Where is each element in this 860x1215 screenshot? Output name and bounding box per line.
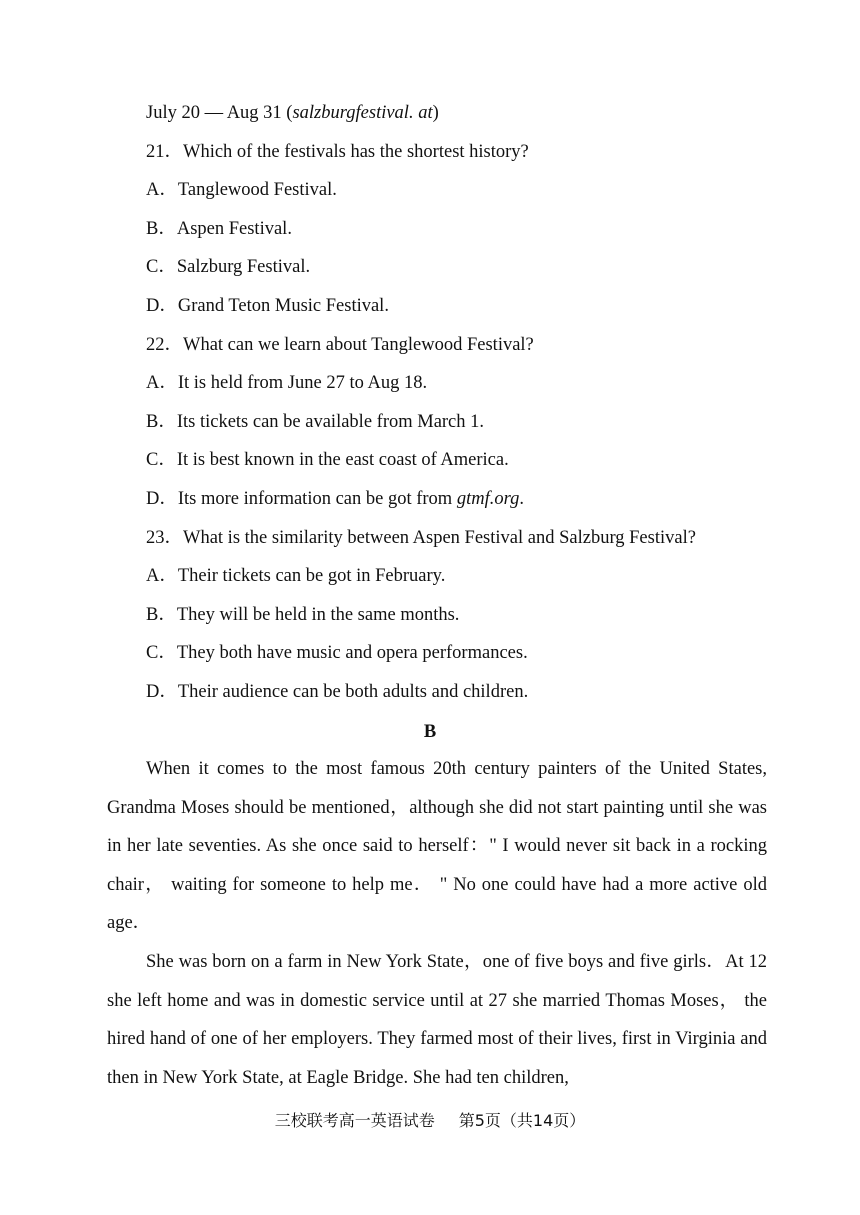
option-d-website: gtmf.org [456,489,520,509]
page-number: 第5页（共14页） [458,1111,586,1130]
question-21-option-b: B．Aspen Festival. [146,219,292,239]
question-21-option-d: D．Grand Teton Music Festival. [146,296,389,316]
question-22-option-a: A．It is held from June 27 to Aug 18. [146,373,428,393]
passage-paragraph-2: She was born on a farm in New York State，one of five boys and five girls．At 12 she left home and was in domestic service until at 27 she married Thomas Moses， the hired hand of one of her employers. They farmed most of their lives, first in Virginia and then in New York State, at Eagle Bridge. She had ten children, [107,952,767,1088]
question-21-option-a: A．Tanglewood Festival. [146,180,337,200]
question-23-option-b: B．They will be held in the same months. [146,605,460,625]
question-23-option-a: A．Their tickets can be got in February. [146,566,446,586]
option-d-text: D．Its more information can be got from [146,489,457,509]
exam-title: 三校联考高一英语试卷 [274,1111,435,1130]
passage-paragraph-1: When it comes to the most famous 20th century painters of the United States, Grandma Moses should be mentioned，although she did not start painting until she was in her late seventies. As she once said to herself：" I would never sit back in a rocking chair， waiting for someone to help me． " No one could have had a more active old age． [107,759,767,934]
question-21-option-c: C．Salzburg Festival. [146,257,311,277]
question-23-option-d: D．Their audience can be both adults and children. [146,682,529,702]
closing-paren: ) [432,103,439,123]
section-b-heading: B [423,722,437,742]
question-22-option-c: C．It is best known in the east coast of America. [146,450,509,470]
question-22-option-b: B．Its tickets can be available from March 1. [146,412,485,432]
date-text: July 20 — Aug 31 ( [146,103,293,123]
question-22-option-d [146,487,524,511]
festival-date-line [146,101,439,125]
question-21-stem: 21．Which of the festivals has the shortest history? [146,142,529,162]
question-23-stem: 23．What is the similarity between Aspen Festival and Salzburg Festival? [146,528,696,548]
website-text: salzburgfestival. at [292,103,433,123]
question-22-stem: 22．What can we learn about Tanglewood Festival? [146,335,534,355]
page-footer [0,1110,860,1132]
question-23-option-c: C．They both have music and opera performances. [146,643,528,663]
option-d-period: . [519,489,524,509]
